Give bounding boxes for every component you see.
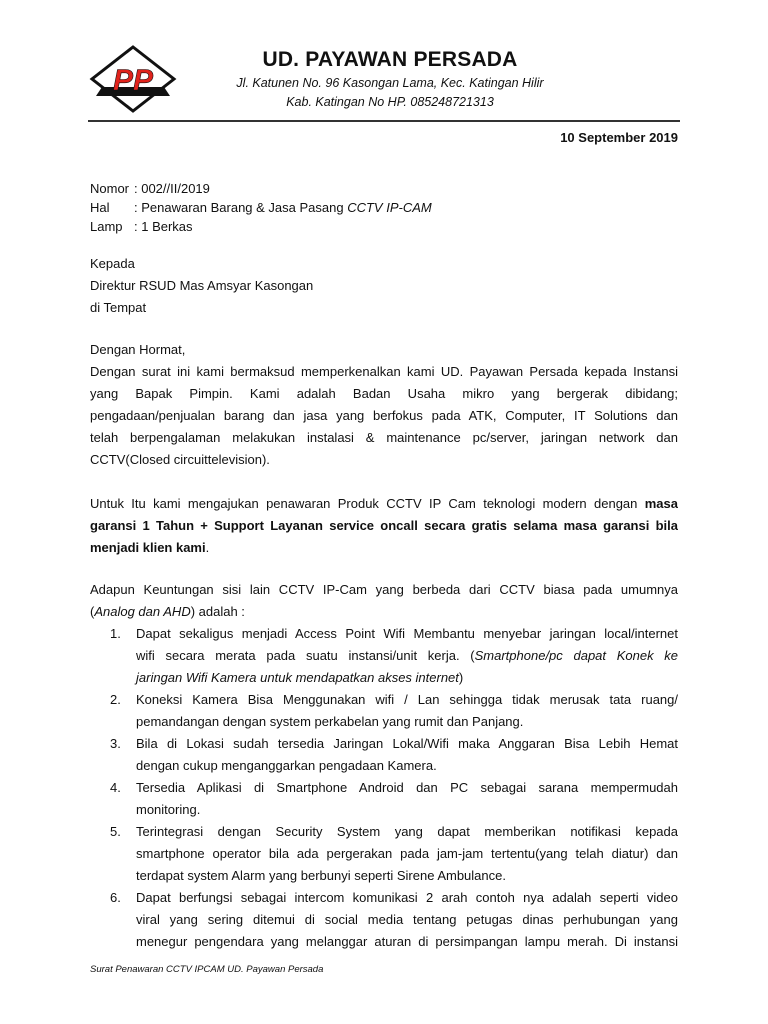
text-segment: Bila di Lokasi sudah tersedia Jaringan Lokal/Wifi maka Anggaran Bisa Lebih Hemat <box>136 736 678 751</box>
text-line <box>136 711 678 733</box>
text-line <box>136 645 678 667</box>
svg-text:PP: PP <box>112 64 154 97</box>
text-segment: Direktur RSUD Mas Amsyar Kasongan <box>90 278 314 293</box>
text-segment: CCTV(Closed circuittelevision). <box>90 452 270 467</box>
list-number: 4. <box>110 780 121 795</box>
text-segment: di Tempat <box>90 300 147 315</box>
text-line <box>136 667 678 689</box>
text-segment: ( <box>90 604 95 619</box>
company-logo <box>88 44 178 114</box>
list-number: 5. <box>110 824 121 839</box>
text-line <box>90 493 678 515</box>
text-line <box>136 777 678 799</box>
text-line <box>90 537 678 559</box>
paragraph-advantages <box>90 579 678 623</box>
text-segment: Dapat sekaligus menjadi Access Point Wifi Membantu menyebar jaringan local/internet <box>136 626 678 641</box>
text-line <box>90 361 678 383</box>
paragraph-offer <box>90 493 678 559</box>
text-segment: menegur pengendara yang melanggar aturan di persimpangan lampu merah. Di instansi <box>136 934 678 949</box>
text-segment: Kepada <box>90 256 135 271</box>
text-line <box>136 865 678 887</box>
text-line <box>90 601 678 623</box>
text-segment: yang Bapak Pimpin. Kami adalah Badan Usaha mikro yang bergerak dibidang; <box>90 386 678 401</box>
list-item-text <box>136 887 678 953</box>
text-segment: : Penawaran Barang & Jasa Pasang <box>134 200 348 215</box>
text-segment: Dengan surat ini kami bermaksud memperkenalkan kami UD. Payawan Persada kepada Instansi <box>90 364 678 379</box>
nomor-value: : 002//II/2019 <box>134 181 210 196</box>
header-divider <box>88 120 680 122</box>
company-contact: Kab. Katingan No HP. 085248721313 <box>286 95 494 109</box>
italic-text: CCTV IP-CAM <box>347 200 432 215</box>
list-item-text <box>136 821 678 887</box>
paragraph-intro <box>90 361 678 471</box>
italic-text: Smartphone/pc dapat Konek ke <box>474 648 678 663</box>
company-name: UD. PAYAWAN PERSADA <box>262 48 518 71</box>
text-segment: smartphone operator bila ada pergerakan pada jam-jam tertentu(yang telah diatur) dan <box>136 846 678 861</box>
text-line <box>136 821 678 843</box>
text-segment: Adapun Keuntungan sisi lain CCTV IP-Cam yang berbeda dari CCTV biasa pada umumnya <box>90 582 678 597</box>
text-line <box>90 449 678 471</box>
text-segment: ) <box>458 670 464 685</box>
text-line <box>136 623 678 645</box>
list-number: 2. <box>110 692 121 707</box>
text-line <box>136 931 678 953</box>
letter-attachment <box>90 217 193 236</box>
italic-text: Analog dan AHD <box>94 604 191 619</box>
text-line <box>90 405 678 427</box>
text-segment: monitoring. <box>136 802 201 817</box>
lamp-label: Lamp <box>90 219 123 234</box>
text-segment: Koneksi Kamera Bisa Menggunakan wifi / Lan sehingga tidak merusak tata ruang/ <box>136 692 678 707</box>
list-item-text <box>136 777 678 821</box>
text-segment: telah berpengalaman melakukan instalasi & maintenance pc/server, jaringan network dan <box>90 430 678 445</box>
text-segment: ) adalah : <box>190 604 245 619</box>
text-line <box>136 843 678 865</box>
text-segment: pengadaan/penjualan barang dan jasa yang berfokus pada ATK, Computer, IT Solutions dan <box>90 408 678 423</box>
text-line <box>136 909 678 931</box>
text-line <box>90 253 678 275</box>
text-line <box>136 799 678 821</box>
page-footer: Surat Penawaran CCTV IPCAM UD. Payawan Persada <box>90 964 324 975</box>
text-segment: viral yang sering ditemui di social media tentang petugas dinas perhubungan yang <box>136 912 678 927</box>
list-number: 1. <box>110 626 121 641</box>
bold-text: masa <box>644 496 678 511</box>
list-item-text <box>136 733 678 777</box>
text-segment: pemandangan dengan system perkabelan yang rumit dan Panjang. <box>136 714 524 729</box>
text-segment: . <box>205 540 210 555</box>
text-line <box>136 689 678 711</box>
italic-text: jaringan Wifi Kamera untuk mendapatkan akses internet <box>136 670 459 685</box>
bold-text: menjadi klien kami <box>90 540 206 555</box>
text-line <box>136 887 678 909</box>
hal-label: Hal <box>90 200 110 215</box>
letter-date: 10 September 2019 <box>560 130 678 145</box>
text-segment: Dapat berfungsi sebagai intercom komunikasi 2 arah contoh nya adalah seperti video <box>136 890 678 905</box>
text-line <box>90 383 678 405</box>
list-number: 3. <box>110 736 121 751</box>
text-segment: terdapat system Alarm yang berbunyi seperti Sirene Ambulance. <box>136 868 506 883</box>
list-number: 6. <box>110 890 121 905</box>
list-item-text <box>136 689 678 733</box>
text-segment: Untuk Itu kami mengajukan penawaran Produk CCTV IP Cam teknologi modern dengan <box>90 496 645 511</box>
text-line <box>136 755 678 777</box>
text-segment: dengan cukup menganggarkan pengadaan Kamera. <box>136 758 437 773</box>
bold-text: garansi 1 Tahun + Support Layanan service oncall secara gratis selama masa garansi bila <box>90 518 678 533</box>
recipient <box>90 253 678 319</box>
text-line <box>136 733 678 755</box>
lamp-value: : 1 Berkas <box>134 219 193 234</box>
letter-number <box>90 179 210 198</box>
text-line <box>90 515 678 537</box>
text-segment: Tersedia Aplikasi di Smartphone Android dan PC sebagai sarana mempermudah <box>136 780 678 795</box>
text-segment: wifi secara merata pada suatu instansi/unit kerja. ( <box>136 648 475 663</box>
hal-value <box>134 200 432 215</box>
letter-subject <box>90 198 432 217</box>
text-line <box>90 579 678 601</box>
text-line <box>90 275 678 297</box>
text-segment: Terintegrasi dengan Security System yang dapat memberikan notifikasi kepada <box>136 824 678 839</box>
company-address: Jl. Katunen No. 96 Kasongan Lama, Kec. Katingan Hilir <box>236 76 544 90</box>
nomor-label: Nomor <box>90 181 130 196</box>
text-line <box>134 200 432 215</box>
greeting: Dengan Hormat, <box>90 342 186 357</box>
list-item-text <box>136 623 678 689</box>
text-line <box>90 297 678 319</box>
text-line <box>90 427 678 449</box>
